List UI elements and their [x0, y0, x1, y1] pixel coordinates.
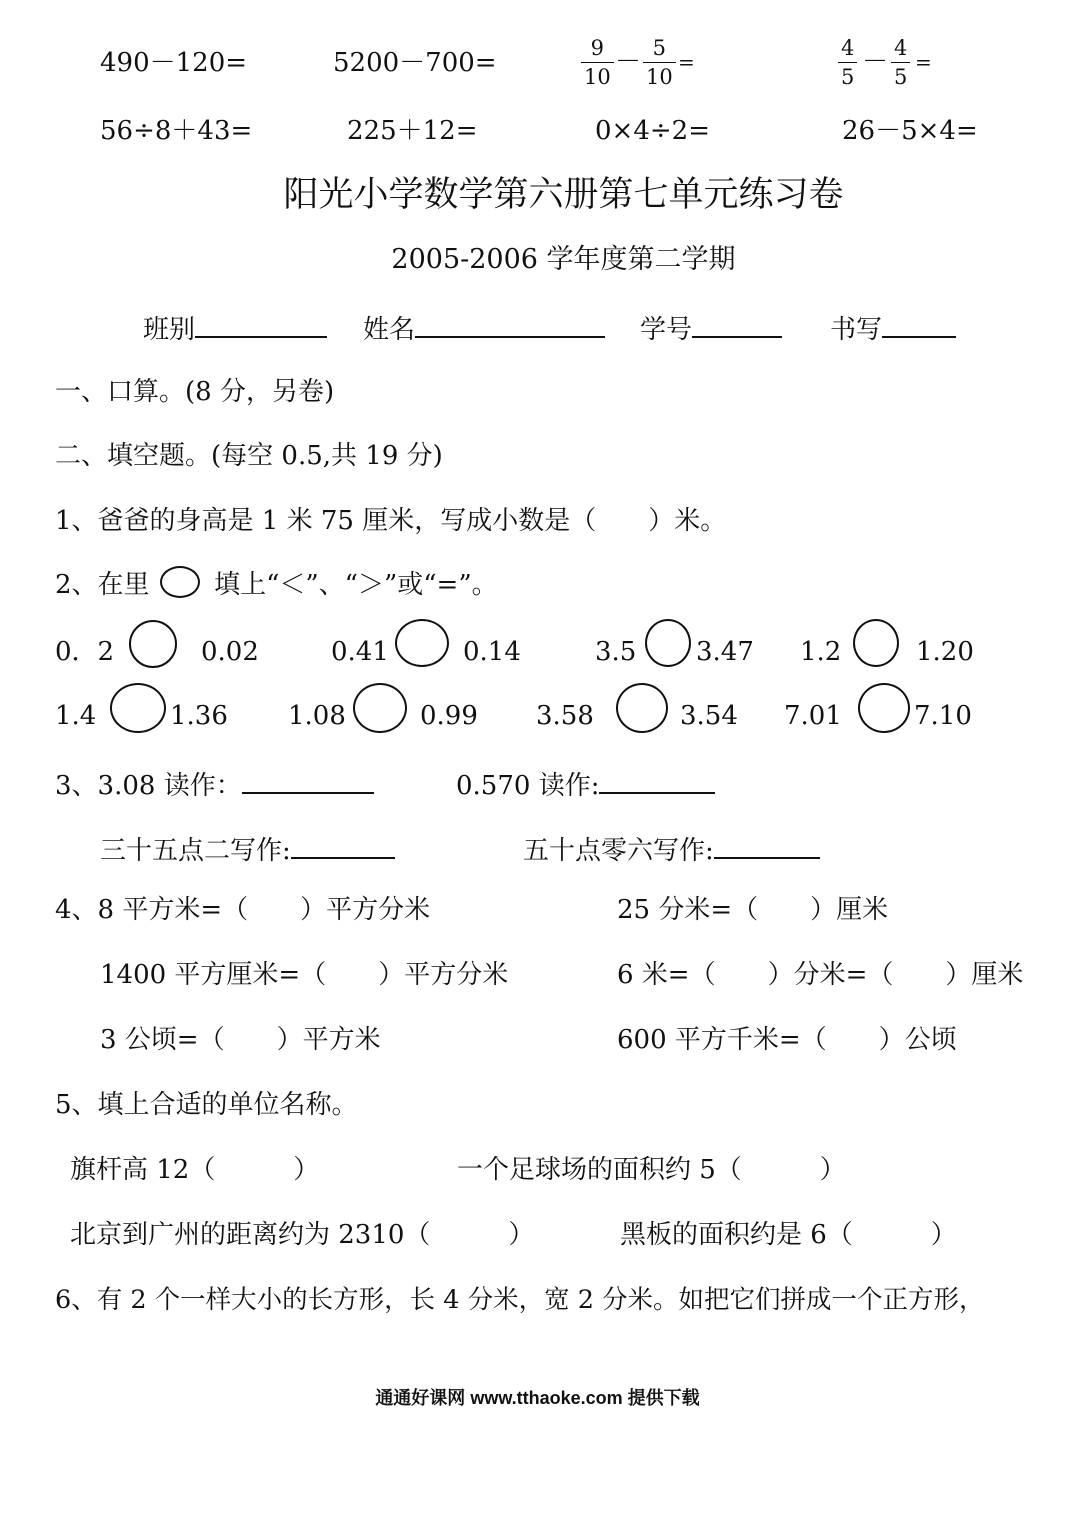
class-blank[interactable]: [195, 312, 327, 338]
question-3c-label: 三十五点二写作:: [100, 836, 291, 866]
compare-circle[interactable]: [395, 619, 449, 667]
question-4a: 4、8 平方米=（ ）平方分米: [55, 895, 431, 925]
compare-circle[interactable]: [353, 683, 407, 733]
fraction-9-10: $\frac{9}{10}$: [581, 38, 614, 88]
number-field: [640, 312, 782, 343]
compare-right: 3.54: [680, 701, 738, 731]
answer-blank[interactable]: [291, 833, 395, 859]
compare-left: 3.58: [536, 701, 594, 731]
compare-left: 1.2: [800, 637, 842, 667]
section-1-heading: 一、口算。(8 分，另卷): [55, 377, 335, 407]
compare-right: 1.20: [916, 637, 974, 667]
calc-2d: 26－5×4=: [842, 116, 978, 146]
circle-icon: [160, 566, 200, 598]
answer-blank[interactable]: [599, 768, 715, 794]
question-2-post: 填上“＜”、“＞”或“=”。: [214, 570, 498, 600]
question-3b: [456, 768, 715, 799]
question-3a: [55, 768, 374, 799]
compare-right: 7.10: [914, 701, 972, 731]
name-blank[interactable]: [415, 312, 605, 338]
section-2-heading: 二、填空题。(每空 0.5,共 19 分): [55, 441, 443, 471]
writing-field: [830, 312, 956, 343]
page-title: 阳光小学数学第六册第七单元练习卷: [283, 175, 844, 215]
compare-left: 0．2: [55, 637, 115, 667]
writing-label: 书写: [830, 315, 883, 345]
compare-right: 0.14: [463, 637, 521, 667]
question-5-heading: 5、填上合适的单位名称。: [55, 1090, 358, 1120]
page-subtitle: 2005-2006 学年度第二学期: [391, 244, 736, 275]
number-blank[interactable]: [692, 312, 782, 338]
compare-left: 3.5: [595, 637, 637, 667]
compare-circle[interactable]: [110, 683, 166, 733]
question-4e: 3 公顷=（ ）平方米: [100, 1025, 381, 1055]
answer-blank[interactable]: [714, 833, 820, 859]
compare-right: 0.99: [420, 701, 478, 731]
compare-right: 0.02: [201, 637, 259, 667]
question-3a-label: 3、3.08 读作：: [55, 771, 242, 801]
question-3c: [100, 833, 395, 864]
calc-1b: 5200－700=: [333, 48, 497, 78]
calc-2b: 225＋12=: [347, 116, 478, 146]
writing-blank[interactable]: [882, 312, 956, 338]
question-4b: 25 分米=（ ）厘米: [617, 895, 889, 925]
name-field: [363, 312, 605, 343]
compare-circle[interactable]: [645, 619, 691, 667]
compare-right: 3.47: [696, 637, 754, 667]
class-label: 班别: [143, 315, 196, 345]
question-6: 6、有 2 个一样大小的长方形，长 4 分米，宽 2 分米。如把它们拼成一个正方形，: [55, 1285, 985, 1315]
equals-sign: =: [915, 50, 932, 74]
question-3d: [523, 833, 820, 864]
compare-circle[interactable]: [129, 620, 177, 668]
calc-2c: 0×4÷2=: [595, 116, 710, 146]
fraction-4-5-a: $\frac{4}{5}$: [838, 38, 857, 88]
compare-right: 1.36: [170, 701, 228, 731]
compare-circle[interactable]: [853, 619, 899, 667]
footer-credit: 通通好课网 www.tthaoke.com 提供下载: [375, 1388, 700, 1408]
minus-sign: －: [615, 47, 642, 77]
question-5c: 北京到广州的距离约为 2310（ ）: [70, 1220, 535, 1250]
compare-left: 7.01: [784, 701, 842, 731]
question-2-pre: 2、在里: [55, 570, 150, 600]
question-4c: 1400 平方厘米=（ ）平方分米: [100, 960, 509, 990]
answer-blank[interactable]: [242, 768, 374, 794]
question-3d-label: 五十点零六写作:: [523, 836, 714, 866]
question-1: 1、爸爸的身高是 1 米 75 厘米，写成小数是（ ）米。: [55, 506, 727, 536]
calc-1a: 490－120=: [100, 48, 248, 78]
question-5d: 黑板的面积约是 6（ ）: [620, 1220, 957, 1250]
compare-left: 0.41: [331, 637, 389, 667]
question-4f: 600 平方千米=（ ）公顷: [617, 1025, 957, 1055]
fraction-4-5-b: $\frac{4}{5}$: [891, 38, 910, 88]
calc-2a: 56÷8＋43=: [100, 116, 253, 146]
question-4d: 6 米=（ ）分米=（ ）厘米: [617, 960, 1024, 990]
compare-left: 1.4: [55, 701, 97, 731]
question-3b-label: 0.570 读作:: [456, 771, 600, 801]
compare-left: 1.08: [288, 701, 346, 731]
compare-circle[interactable]: [858, 683, 910, 733]
equals-sign: =: [678, 50, 695, 74]
minus-sign: －: [862, 47, 889, 77]
name-label: 姓名: [363, 315, 416, 345]
question-5a: 旗杆高 12（ ）: [70, 1155, 320, 1185]
class-field: [143, 312, 327, 343]
number-label: 学号: [640, 315, 693, 345]
question-2: [55, 572, 498, 598]
compare-circle[interactable]: [616, 683, 668, 733]
fraction-5-10: $\frac{5}{10}$: [643, 38, 676, 88]
question-5b: 一个足球场的面积约 5（ ）: [457, 1155, 846, 1185]
